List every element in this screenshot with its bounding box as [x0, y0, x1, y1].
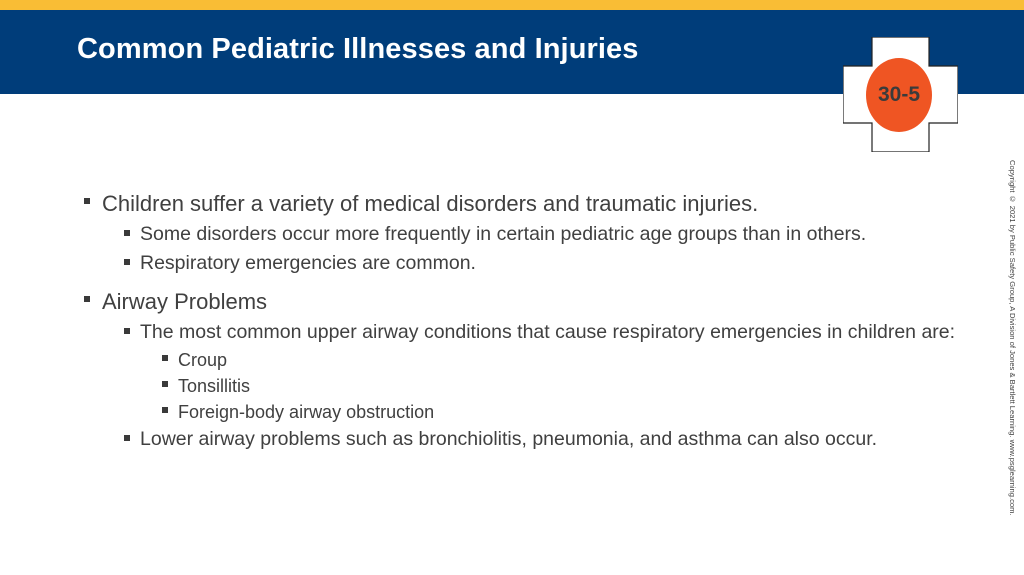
- bullet-marker: [162, 355, 168, 361]
- bullet-marker: [84, 296, 90, 302]
- bullet-text: Croup: [178, 350, 228, 370]
- sub-bullet-item: [84, 427, 960, 452]
- sub-sub-bullet-item: [84, 349, 964, 371]
- slide-title: Common Pediatric Illnesses and Injuries: [77, 33, 639, 65]
- bullet-text: Respiratory emergencies are common.: [140, 252, 476, 274]
- sub-bullet-item: [84, 251, 964, 276]
- bullet-list: [84, 190, 964, 452]
- bullet-text: Children suffer a variety of medical disorders and traumatic injuries.: [102, 191, 759, 216]
- bullet-text: Lower airway problems such as bronchiolitis, pneumonia, and asthma can also occur.: [140, 428, 878, 450]
- bullet-text: Foreign-body airway obstruction: [178, 402, 435, 422]
- bullet-marker: [124, 328, 130, 334]
- bullet-marker: [162, 381, 168, 387]
- bullet-marker: [162, 407, 168, 413]
- bullet-item: [84, 288, 964, 316]
- bullet-text: The most common upper airway conditions that cause respiratory emergencies in children are:: [140, 321, 956, 343]
- bullet-text: Some disorders occur more frequently in certain pediatric age groups than in others.: [140, 223, 867, 245]
- sub-sub-bullet-item: [84, 375, 964, 397]
- sub-sub-bullet-item: [84, 401, 964, 423]
- bullet-marker: [124, 230, 130, 236]
- bullet-text: Tonsillitis: [178, 376, 251, 396]
- bullet-marker: [124, 259, 130, 265]
- bullet-text: Airway Problems: [102, 289, 268, 314]
- slide-number-badge: 30-5: [866, 58, 932, 132]
- top-stripe: [0, 0, 1024, 10]
- copyright-notice: Copyright © 2021 by Public Safety Group, A Division of Jones & Bartlett Learning. www.psglearning.com.: [1008, 160, 1017, 516]
- sub-bullet-item: [84, 320, 960, 345]
- bullet-marker: [124, 435, 130, 441]
- slide-content: [84, 190, 964, 452]
- bullet-item: [84, 190, 964, 218]
- bullet-marker: [84, 198, 90, 204]
- sub-bullet-item: [84, 222, 964, 247]
